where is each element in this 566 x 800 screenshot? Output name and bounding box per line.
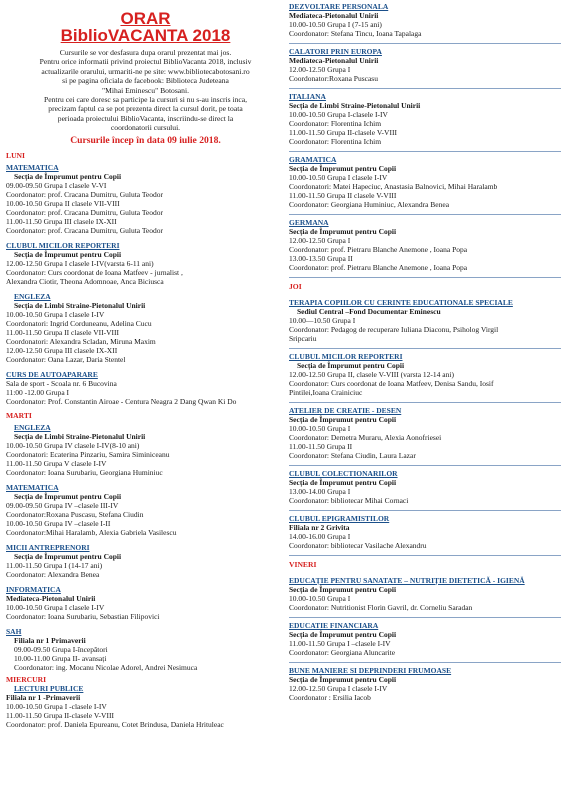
section-divider [289,88,561,89]
course-line: 10.00-10.50 Grupa I (7-15 ani) [289,20,382,29]
course-line: 13.00-13.50 Grupa II [289,254,353,263]
course-location: Mediateca-Pietonalul Unirii [289,56,379,65]
course-line: 11.00-11.50 Grupa II-clasele V-VIII [289,128,397,137]
course-location: Filiala nr 1 -Primaverii [6,692,81,702]
course-title: CALATORI PRIN EUROPA [289,47,382,56]
intro-line: precizam faptul ca se pot prezenta direct la cursul dorit, pe toata [48,104,243,114]
course-line: Coordonator: Alexandra Benea [6,569,100,579]
course-line: Coordonator: Stefana Ciudin, Laura Lazar [289,451,416,460]
course-location: Secția de Împrumut pentru Copii [289,478,397,487]
course-line: Coordonator: Florentina Ichim [289,119,382,128]
course-title: GERMANA [289,218,329,227]
course-engleza-luni [6,292,285,364]
right-column [289,0,561,702]
course-sah [6,627,285,672]
section-divider [289,348,561,349]
section-divider [289,214,561,215]
intro-line: si pe pagina oficiala de facebook: Biblioteca Judeteana [62,76,229,86]
course-line: 11.00-11.50 Grupa II clasele VII-VIII [6,327,120,337]
course-line: Coordonator: Florentina Ichim [289,137,382,146]
course-title: MATEMATICA [6,482,59,492]
course-line: 12.00-12.50 Grupa I [289,236,351,245]
course-line: Coordonator: Ioana Surubariu, Georgiana Huminiuc [6,467,163,477]
course-line: Sripcariu [289,334,317,343]
course-line: 09.00-09.50 Grupa I clasele V-VI [6,180,107,190]
course-line: 12.00-12.50 Grupa I [289,65,351,74]
course-line: 12.00-12.50 Grupa II, clasele V-VIII (varsta 12-14 ani) [289,370,454,379]
course-clubul-micilor-reporteri [6,241,285,286]
course-line: 11.00-11.50 Grupa I (14-17 ani) [6,560,103,570]
course-line: Coordonator: Demetra Muraru, Alexia Aonofriesei [289,433,442,442]
course-line: Pintilei,Ioana Crainiciuc [289,388,363,397]
course-location: Secția de Împrumut pentru Copii [14,491,122,501]
course-gramatica [289,155,561,209]
course-atelier-desen [289,406,561,460]
course-line: 10.00-10.50 Grupa IV clasele I-IV(8-10 ani) [6,440,140,450]
course-line: 10.00-10.50 Grupa IV –clasele I-II [6,518,111,528]
course-terapia [289,298,561,343]
course-title: GRAMATICA [289,155,337,164]
course-location: Secția de Împrumut pentru Copii [289,585,397,594]
course-location: Secția de Limbi Straine-Pietonalul Unirii [14,300,146,310]
intro-text [6,48,285,133]
course-line: Coordonator: Prof. Constantin Airoae - Centura Neagra 2 Dang Qwan Ki Do [6,396,237,406]
course-engleza-marti [6,423,285,477]
intro-line: coordonatorii cursului. [110,123,181,133]
course-location: Secția de Împrumut pentru Copii [14,171,122,181]
section-divider [289,555,561,556]
course-title: TERAPIA COPIILOR CU CERINTE EDUCATIONALE SPECIALE [289,298,513,307]
course-line: Coordonatori: Ingrid Corduneanu, Adelina Cucu [6,318,152,328]
section-divider [289,151,561,152]
course-location: Secția de Împrumut pentru Copii [289,164,397,173]
intro-line: perioada proiectului BiblioVacanta, inscriindu-se direct la [57,113,234,123]
course-location: Secția de Împrumut pentru Copii [14,551,122,561]
course-clubul-micilor-reporteri-joi [289,352,561,397]
course-line: Coordonatori: Matei Hapeciuc, Anastasia Balnovici, Mihai Haralamb [289,182,498,191]
course-matematica-marti [6,483,285,537]
course-title: ENGLEZA [14,291,51,301]
course-clubul-epigramistilor [289,514,561,550]
course-location: Secția de Împrumut pentru Copii [289,675,397,684]
course-line: 11.00-11.50 Grupa V clasele I-IV [6,458,107,468]
course-micii-antreprenori [6,543,285,579]
course-location: Sediul Central –Fond Documentar Eminescu [297,307,441,316]
course-line: 12.00-12.50 Grupa I clasele I-IV(varsta 6-11 ani) [6,258,154,268]
course-line: 11.00-11.50 Grupa II clasele V-VIII [289,191,397,200]
course-line: Coordonator : Ersilia Iacob [289,693,371,702]
course-line: 10.00-11.00 Grupa II- avansați [14,653,107,663]
course-title: CLUBUL COLECTIONARILOR [289,469,398,478]
day-heading-miercuri: MIERCURI [6,674,47,684]
course-calatori-prin-europa [289,47,561,83]
course-location: Filiala nr 2 Grivita [289,523,350,532]
course-bune-maniere [289,666,561,702]
course-line: 13.00-14.00 Grupa I [289,487,351,496]
course-line: Coordonatori: Ecaterina Pinzariu, Samira Siminiceanu [6,449,170,459]
course-title: MICII ANTREPRENORI [6,542,90,552]
course-line: 09.00-09.50 Grupa I-începători [14,644,108,654]
course-location: Secția de Împrumut pentru Copii [289,415,397,424]
course-line: Coordonatori: Alexandra Scladan, Miruna Maxim [6,336,156,346]
day-heading-luni: LUNI [6,150,25,160]
section-divider [289,510,561,511]
course-line: Alexandra Ciotir, Theona Adomnoae, Anca Biciusca [6,276,164,286]
intro-line: Cursurile se vor desfasura dupa orarul prezentat mai jos. [59,48,232,57]
course-dezvoltare-personala [289,2,561,38]
intro-line: Pentru cei care doresc sa participe la cursuri si nu s-au inscris inca, [43,95,248,105]
section-divider [289,402,561,403]
course-title: EDUCATIE FINANCIARA [289,621,379,630]
course-title: CLUBUL MICILOR REPORTERI [6,240,120,250]
course-line: 14.00-16.00 Grupa I [289,532,351,541]
course-line: 11.00-11.50 Grupa II [289,442,353,451]
section-divider [289,662,561,663]
section-divider [289,617,561,618]
course-title: MATEMATICA [6,162,59,172]
course-line: 10.00-10.50 Grupa I clasele I-IV [6,309,105,319]
intro-line: Pentru orice informatii privind proiectul BiblioVacanta 2018, inclusiv [39,57,252,67]
course-germana [289,218,561,272]
course-title: ENGLEZA [14,422,51,432]
course-line: Coordonator: prof. Cracana Dumitru, Guluta Teodor [6,225,164,235]
course-title: LECTURI PUBLICE [14,683,84,693]
course-location: Secția de Limbi Straine-Pietonalul Unirii [289,101,421,110]
course-title: CLUBUL EPIGRAMISTILOR [289,514,390,523]
course-curs-de-autoaparare [6,370,285,406]
course-location: Mediateca-Pietonalul Unirii [6,593,96,603]
course-location: Filiala nr 1 Primaverii [14,635,86,645]
course-line: 11.00-11.50 Grupa II-clasele V-VIII [6,710,114,720]
course-educatie-sanatate [289,576,561,612]
course-line: Coordonator: prof. Cracana Dumitru, Guluta Teodor [6,207,164,217]
course-line: Sala de sport - Scoala nr. 6 Bucovina [6,378,117,388]
course-line: Coordonator: bibliotecar Mihai Cornaci [289,496,409,505]
course-line: Coordonator: Curs coordonat de Ioana Matfeev - jurnalist , [6,267,183,277]
course-line: Coordonator: Ioana Surubariu, Sebastian Filipovici [6,611,160,621]
start-notice: Cursurile încep în data 09 iulie 2018. [70,134,221,146]
course-line: 10.00-10.50 Grupa I-clasele I-IV [289,110,388,119]
course-location: Mediateca-Pietonalul Unirii [289,11,379,20]
course-line: 11:00 -12.00 Grupa I [6,387,70,397]
course-line: 11.00-11.50 Grupa I –clasele I-IV [289,639,391,648]
course-line: 12.00-12.50 Grupa I clasele I-IV [289,684,388,693]
course-line: Coordonator:Roxana Puscasu, Stefana Ciudin [6,509,144,519]
left-column [6,0,285,729]
course-educatie-financiara [289,621,561,657]
course-line: Coordonator: Oana Lazar, Daria Stentel [6,354,126,364]
course-title: DEZVOLTARE PERSONALA [289,2,389,11]
course-line: Coordonator: Stefana Tincu, Ioana Tapalaga [289,29,422,38]
intro-line: "Mihai Eminescu" Botosani. [102,85,189,95]
course-line: Coordonator: Georgiana Aluncarite [289,648,396,657]
course-line: 10.00-10.50 Grupa II clasele VII-VIII [6,198,120,208]
section-divider [289,43,561,44]
course-line: Coordonator: Pedagog de recuperare Iuliana Diaconu, Psiholog Virgil [289,325,499,334]
course-location: Secția de Împrumut pentru Copii [14,249,122,259]
course-line: Coordonator: prof. Pietraru Blanche Anemone , Ioana Popa [289,263,468,272]
course-line: 10.00-10.50 Grupa I clasele I-IV [289,173,388,182]
course-line: 10.00-10.50 Grupa I [289,424,351,433]
course-title: CURS DE AUTOAPARARE [6,369,98,379]
course-location: Secția de Împrumut pentru Copii [289,630,397,639]
course-clubul-colectionarilor [289,469,561,505]
section-divider [289,465,561,466]
course-title: BUNE MANIERE SI DEPRINDERI FRUMOASE [289,666,452,675]
course-title: ITALIANA [289,92,326,101]
day-heading-vineri: VINERI [289,560,317,569]
course-line: Coordonator: prof. Daniela Epureanu, Cotet Brindusa, Daniela Hrituleac [6,719,224,729]
course-line: 10.00-10.50 Grupa I -clasele I-IV [6,701,107,711]
course-line: 12.00-12.50 Grupa III clasele IX-XII [6,345,118,355]
day-heading-joi: JOI [289,282,302,291]
course-location: Secția de Împrumut pentru Copii [297,361,405,370]
course-line: Coordonator: prof. Pietraru Blanche Anemone , Ioana Popa [289,245,468,254]
course-title: INFORMATICA [6,584,61,594]
course-informatica [6,585,285,621]
course-line: Coordonator: Nutritionist Florin Gavril, dr. Corneliu Saradan [289,603,473,612]
course-title: SAH [6,626,22,636]
course-title: CLUBUL MICILOR REPORTERI [289,352,403,361]
course-line: Coordonator: prof. Cracana Dumitru, Guluta Teodor [6,189,164,199]
course-line: Coordonator: ing. Mocanu Nicolae Adorel, Andrei Nesimuca [14,662,198,672]
course-location: Secția de Împrumut pentru Copii [289,227,397,236]
course-line: Coordonator: Curs coordonat de Ioana Matfeev, Denisa Sandu, Iosif [289,379,494,388]
course-line: 10.00-10.50 Grupa I clasele I-IV [6,602,105,612]
course-line: Coordonator: bibliotecar Vasilache Alexandru [289,541,427,550]
course-line: Coordonator: Georgiana Huminiuc, Alexandra Benea [289,200,450,209]
intro-line: actualizarile orarului, urmariti-ne pe site: www.bibliotecabotosani.ro [41,66,250,76]
day-heading-marti: MARTI [6,410,32,420]
course-line: 10.00—10.50 Grupa I [289,316,356,325]
course-line: 09.00-09.50 Grupa IV –clasele III-IV [6,500,119,510]
course-line: 11.00-11.50 Grupa III clasele IX-XII [6,216,117,226]
course-title: EDUCAȚIE PENTRU SANATATE – NUTRIȚIE DIETETICĂ - IGIENĂ [289,576,525,585]
page-title: ORAR [120,9,171,28]
course-line: Coordonator:Mihai Haralamb, Alexia Gabriela Vasilescu [6,527,177,537]
course-matematica-luni [6,163,285,235]
course-lecturi-publice [6,684,285,729]
course-location: Secția de Limbi Straine-Pietonalul Unirii [14,431,146,441]
course-line: Coordonator:Roxana Puscasu [289,74,378,83]
page-subtitle: BiblioVACANTA 2018 [60,26,231,45]
course-title: ATELIER DE CREATIE - DESEN [289,406,402,415]
course-line: 10.00-10.50 Grupa I [289,594,351,603]
section-divider [289,277,561,278]
course-italiana [289,92,561,146]
